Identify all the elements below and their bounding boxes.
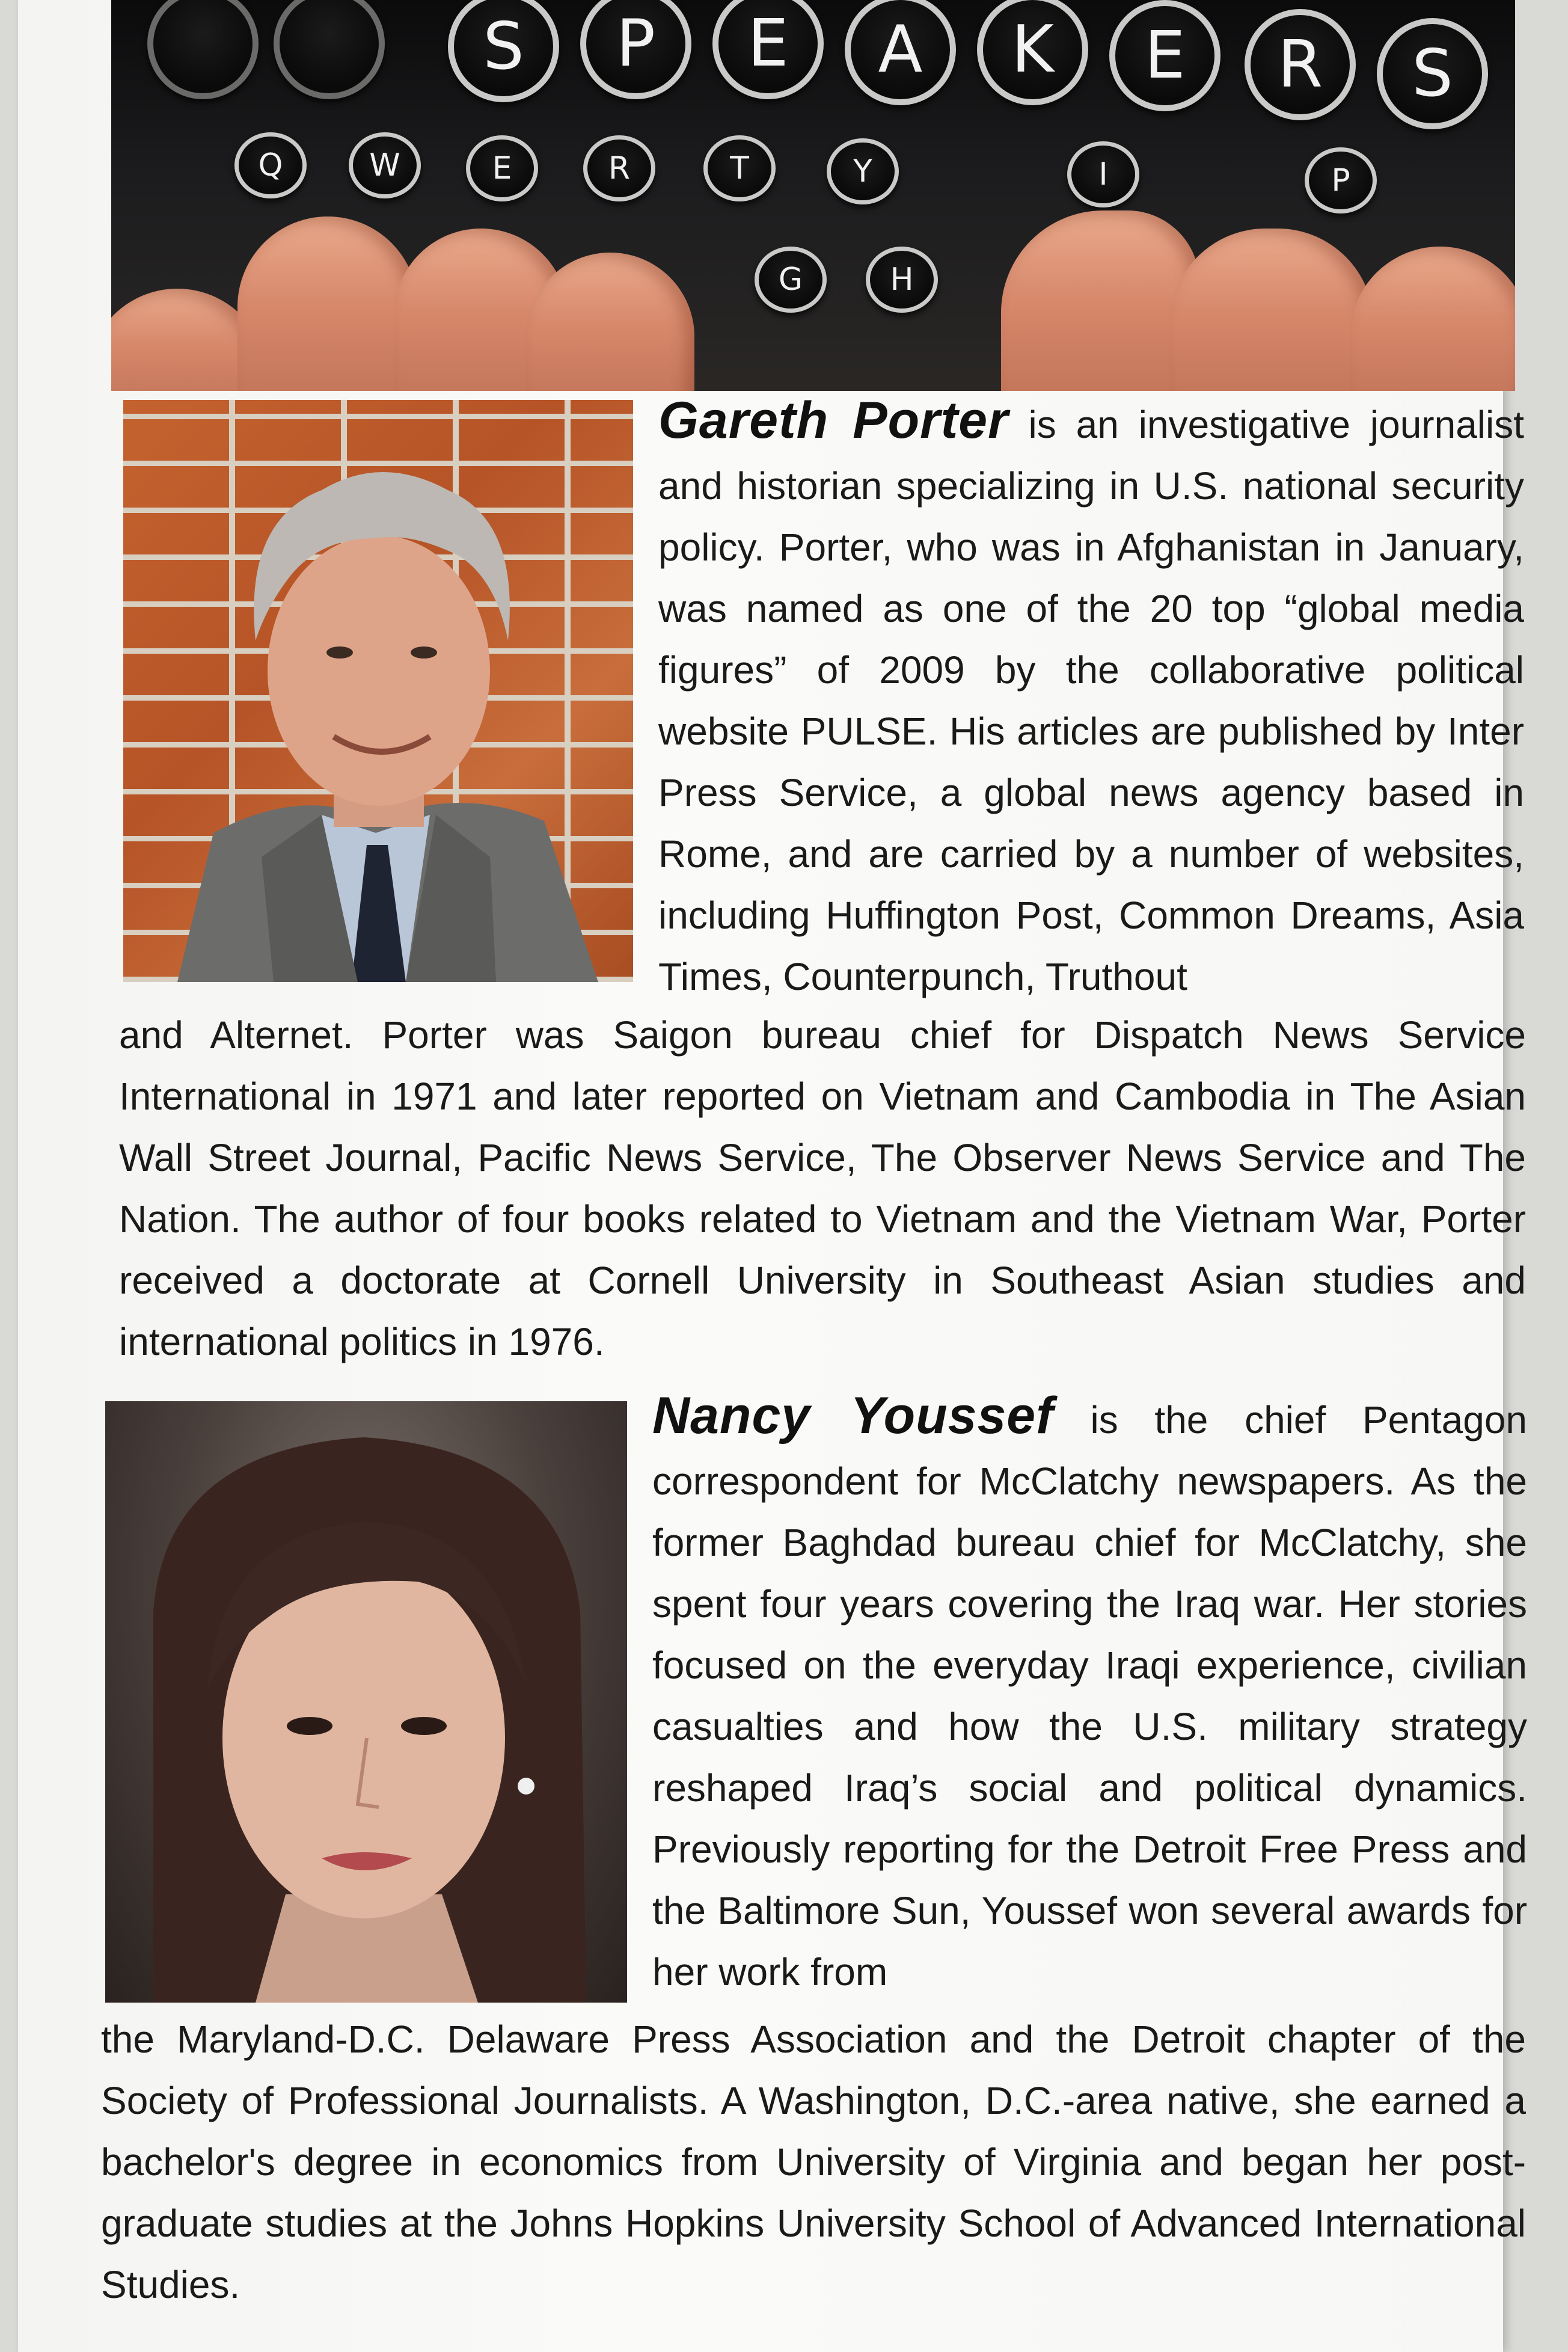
heading-key-p: P — [580, 0, 691, 99]
speaker-2-bio-side-text: is the chief Pentagon correspondent for McClatchy newspapers. As the former Baghdad bureau chief for McClatchy, she spent four years covering the Iraq war. Her stories focused on the everyday Iraqi experience, civilian casualties and how the U.S. military strategy reshaped Iraq’s social and political dynamics. Previously reporting for the Detroit Free Press and the Baltimore Sun, Youssef won several awards for her work from — [652, 1398, 1528, 1994]
speaker-1-name: Gareth Porter — [658, 391, 1009, 449]
speaker-2-name: Nancy Youssef — [652, 1387, 1054, 1445]
speaker-2-bio-intro — [652, 1385, 1527, 2003]
heading-key-e: E — [712, 0, 824, 99]
heading-key-e2: E — [1109, 0, 1220, 111]
typing-fingers — [111, 156, 1515, 391]
key-e: E — [466, 135, 538, 201]
key-q: Q — [234, 132, 307, 198]
flyer-page — [18, 0, 1528, 2352]
key-i: I — [1067, 141, 1139, 207]
speaker-2-bio-continued: the Maryland-D.C. Delaware Press Association and the Detroit chapter of the Society of Professional Journalists. A Washington, D.C.-area native, she earned a bachelor's degree in economics from University of Virginia and began her post-graduate studies at the Johns Hopkins University School of Advanced International Studies. — [101, 2018, 1526, 2306]
heading-key-s: S — [448, 0, 559, 102]
heading-key-s2: S — [1377, 18, 1488, 129]
key-w: W — [349, 132, 421, 198]
blank-key — [147, 0, 259, 99]
speaker-1-bio-continued: and Alternet. Porter was Saigon bureau chief for Dispatch News Service International in 1971 and later reported on Vietnam and Cambodia in The Asian Wall Street Journal, Pacific News Service, The Observer News Service and The Nation. The author of four books related to Vietnam and the Vietnam War, Porter received a doctorate at Cornell University in Southeast Asian studies and international politics in 1976. — [119, 1013, 1526, 1363]
speaker-1-bio-intro — [658, 390, 1524, 1007]
key-h: H — [866, 247, 938, 313]
heading-key-a: A — [845, 0, 956, 105]
nancy-youssef-photo — [105, 1401, 627, 2003]
key-g: G — [755, 247, 827, 313]
blank-key — [274, 0, 385, 99]
speakers-banner — [111, 0, 1515, 391]
speaker-1-bio-side-text: is an investigative journalist and historian specializing in U.S. national security policy. Porter, who was in Afghanistan in January, was named as one of the 20 top “global media figures” of 2009 by the collaborative political website PULSE. His articles are published by Inter Press Service, a global news agency based in Rome, and are carried by a number of websites, including Huffington Post, Common Dreams, Asia Times, Counterpunch, Truthout — [658, 403, 1525, 998]
key-y: Y — [827, 138, 899, 204]
heading-key-r: R — [1245, 9, 1356, 120]
key-r: R — [583, 135, 655, 201]
gareth-porter-photo — [123, 400, 633, 982]
key-p: P — [1305, 147, 1377, 213]
heading-key-k: K — [977, 0, 1088, 105]
key-t: T — [703, 135, 776, 201]
